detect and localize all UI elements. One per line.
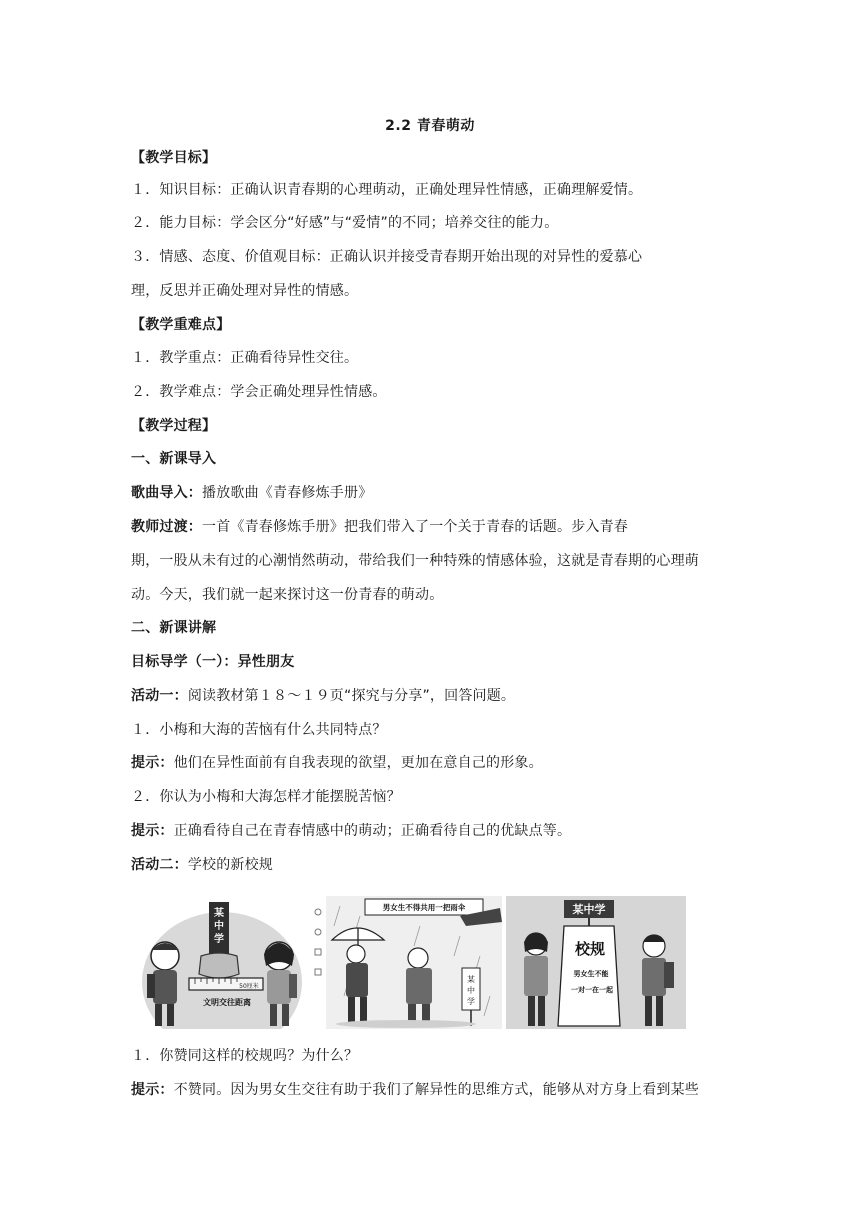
goal-emotion-line1: ３．情感、态度、价值观目标：正确认识并接受青春期开始出现的对异性的爱慕心 — [131, 249, 643, 265]
activity-one-text: 阅读教材第１８～１９页“探究与分享”，回答问题。 — [187, 688, 516, 704]
illustration-row — [137, 896, 686, 1029]
fig1-caption: 文明交往距离 — [203, 998, 251, 1007]
target-heading-opposite-sex-friends: 目标导学（一）：异性朋友 — [131, 654, 295, 670]
heading-key-points: 【教学重难点】 — [131, 317, 231, 333]
goal-emotion-line2: 理，反思并正确处理对异性的情感。 — [131, 283, 359, 299]
fig1-ruler-mark: 50厘米 — [239, 983, 259, 990]
fig1-sign-char-2: 中 — [214, 921, 224, 932]
teacher-transition-label: 教师过渡： — [131, 519, 202, 535]
fig1-sign-char-3: 学 — [214, 934, 224, 945]
fig2-banner-text: 男女生不得共用一把雨伞 — [382, 903, 466, 912]
song-intro-label: 歌曲导入： — [131, 485, 202, 501]
illustration-umbrella-rule — [310, 896, 502, 1029]
hint-1-text: 他们在异性面前有自我表现的欲望，更加在意自己的形象。 — [173, 755, 543, 771]
hint-label: 提示： — [131, 755, 174, 771]
page-title: 2.2 青春萌动 — [385, 118, 475, 134]
question-3: １．你赞同这样的校规吗？为什么？ — [131, 1048, 359, 1064]
teacher-transition-paragraph — [131, 517, 628, 537]
hint-1 — [131, 753, 543, 773]
activity-one — [131, 686, 515, 706]
illustration-distance-rule — [137, 896, 307, 1029]
fig1-sign-char-1: 某 — [214, 908, 224, 919]
fig2-sign-char-2: 中 — [467, 986, 475, 995]
question-1: １．小梅和大海的苦恼有什么共同特点？ — [131, 722, 387, 738]
hint-3-text: 不赞同。因为男女生交往有助于我们了解异性的思维方式，能够从对方身上看到某些 — [173, 1082, 700, 1098]
fig3-scroll-line2: 一对一在一起 — [571, 986, 613, 994]
difficult-point: ２．教学难点：学会正确处理异性情感。 — [131, 384, 387, 400]
hint-label: 提示： — [131, 1082, 174, 1098]
activity-two-label: 活动二： — [131, 857, 188, 873]
fig2-sign-char-3: 学 — [467, 997, 475, 1006]
question-2: ２．你认为小梅和大海怎样才能摆脱苦恼？ — [131, 789, 401, 805]
heading-teaching-goals: 【教学目标】 — [131, 150, 217, 166]
teacher-transition-text: 一首《青春修炼手册》把我们带入了一个关于青春的话题。步入青春 — [202, 519, 628, 535]
goal-knowledge: １．知识目标：正确认识青春期的心理萌动，正确处理异性情感，正确理解爱情。 — [131, 182, 643, 198]
hint-label: 提示： — [131, 823, 174, 839]
goal-ability: ２．能力目标：学会区分“好感”与“爱情”的不同；培养交往的能力。 — [131, 215, 559, 231]
illustration-school-rule — [506, 896, 686, 1029]
heading-process: 【教学过程】 — [131, 418, 217, 434]
activity-one-label: 活动一： — [131, 688, 188, 704]
song-intro-paragraph — [131, 483, 372, 503]
section-lecture: 二、新课讲解 — [131, 620, 217, 636]
hint-2 — [131, 821, 571, 841]
fig2-sign-char-1: 某 — [467, 975, 475, 984]
fig3-scroll-title: 校规 — [574, 940, 606, 958]
key-point: １．教学重点：正确看待异性交往。 — [131, 350, 359, 366]
hint-2-text: 正确看待自己在青春情感中的萌动；正确看待自己的优缺点等。 — [173, 823, 572, 839]
activity-two — [131, 855, 273, 875]
section-intro: 一、新课导入 — [131, 451, 217, 467]
fig3-sign-text: 某中学 — [572, 903, 606, 916]
teacher-transition-line2: 期，一股从未有过的心潮悄然萌动，带给我们一种特殊的情感体验，这就是青春期的心理萌 — [131, 553, 699, 569]
hint-3 — [131, 1080, 699, 1100]
activity-two-text: 学校的新校规 — [187, 857, 274, 873]
teacher-transition-line3: 动。今天，我们就一起来探讨这一份青春的萌动。 — [131, 587, 444, 603]
fig3-scroll-line1: 男女生不能 — [573, 970, 609, 978]
song-intro-text: 播放歌曲《青春修炼手册》 — [202, 485, 373, 501]
